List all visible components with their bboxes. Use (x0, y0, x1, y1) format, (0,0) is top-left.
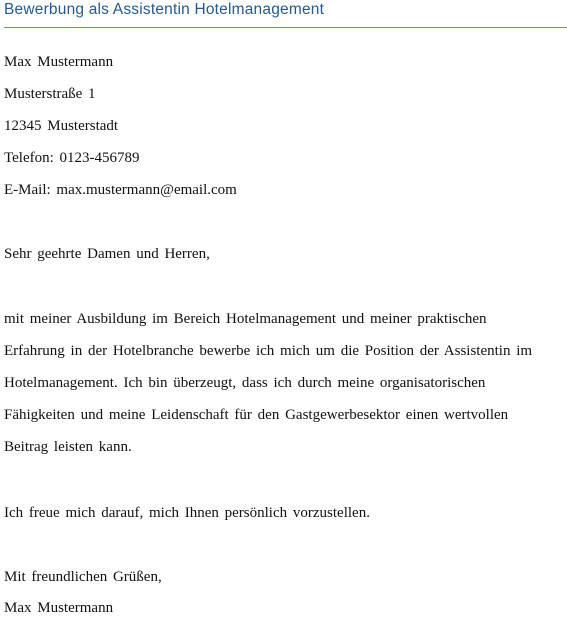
sender-name: Max Mustermann (4, 54, 114, 70)
body-line: Erfahrung in der Hotelbranche bewerbe ich mich um die Position der Assistentin im (4, 343, 533, 359)
valediction: Mit freundlichen Grüßen, (4, 569, 162, 585)
body-line: Hotelmanagement. Ich bin überzeugt, dass ich durch meine organisatorischen (4, 375, 486, 391)
sender-city: 12345 Musterstadt (4, 118, 119, 134)
salutation: Sehr geehrte Damen und Herren, (4, 246, 210, 262)
document-title: Bewerbung als Assistentin Hotelmanagement (4, 1, 325, 18)
sender-phone: Telefon: 0123-456789 (4, 150, 140, 166)
sender-email: E-Mail: max.mustermann@email.com (4, 182, 237, 198)
document-header (4, 0, 567, 28)
body-line: Fähigkeiten und meine Leidenschaft für den Gastgewerbesektor einen wertvollen (4, 407, 509, 423)
closing-sentence: Ich freue mich darauf, mich Ihnen persönlich vorzustellen. (4, 505, 370, 521)
sender-street: Musterstraße 1 (4, 86, 96, 102)
signature: Max Mustermann (4, 600, 114, 616)
body-line: mit meiner Ausbildung im Bereich Hotelmanagement und meiner praktischen (4, 311, 487, 327)
body-line: Beitrag leisten kann. (4, 439, 132, 455)
